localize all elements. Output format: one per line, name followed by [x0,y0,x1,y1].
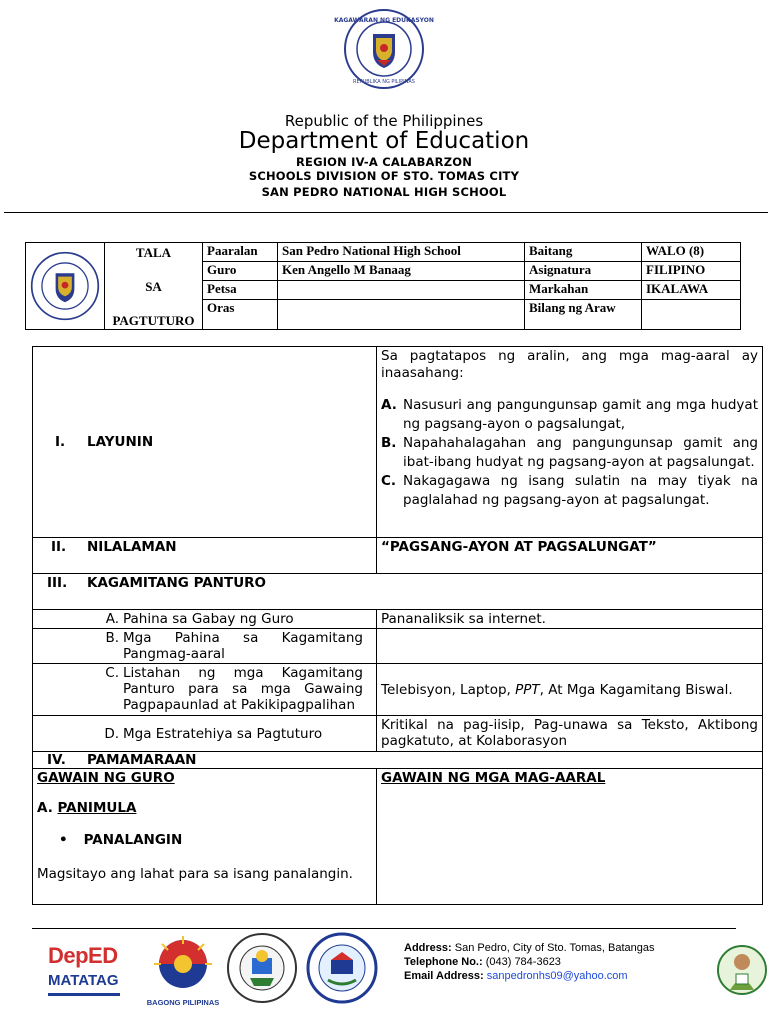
nilalaman-number: II. [51,539,67,555]
objective-letter: C. [381,473,397,489]
panimula-letter: A. [37,800,53,816]
layunin-number: I. [55,434,66,450]
material-letter: C. [105,665,119,681]
nilalaman-value: “PAGSANG-AYON AT PAGSALUNGAT” [377,538,763,574]
panimula-heading: PANIMULA [57,800,137,816]
label-petsa: Petsa [203,280,278,299]
label-guro: Guro [203,261,278,280]
phone-line [404,956,561,968]
material-value-cell [377,664,763,716]
bagong-pilipinas-logo [144,934,222,1008]
label-asignatura: Asignatura [525,261,642,280]
objective-item [381,472,758,510]
svg-text:KAGAWARAN NG EDUKASYON: KAGAWARAN NG EDUKASYON [334,17,434,24]
gawain-guro-cell [33,769,377,905]
deped-seal-small-icon [26,243,104,329]
bagong-pilipinas-icon [144,934,222,994]
deped-matatag-logo [48,944,130,1006]
material-value-italic: PPT [515,681,540,698]
objective-letter: B. [381,435,397,451]
gawain-mag-aaral-heading: GAWAIN NG MGA MAG-AARAL [381,770,606,786]
address-line [404,942,655,954]
material-label-cell [33,610,377,629]
value-asignatura: FILIPINO [642,261,741,280]
label-baitang: Baitang [525,243,642,262]
layunin-content-cell [377,347,763,538]
svg-text:REPUBLIKA NG PILIPINAS: REPUBLIKA NG PILIPINAS [353,79,415,85]
tala-title-cell [105,243,203,330]
kagamitan-heading: KAGAMITANG PANTURO [87,575,267,591]
tomasino-mascot-logo [712,932,768,1008]
objective-text: Nasusuri ang pangungunsap gamit ang mga hudyat ng pagsang-ayon o pagsalungat, [403,397,758,432]
material-text: Mga Estratehiya sa Pagtuturo [123,725,323,742]
division-text: SCHOOLS DIVISION OF STO. TOMAS CITY [248,169,520,183]
deped-logo-text: DepED [48,943,118,968]
material-label-cell [33,664,377,716]
lesson-info-table [25,242,741,330]
title-line-2: SA [145,279,162,294]
value-markahan: IKALAWA [642,280,741,299]
layunin-intro: Sa pagtatapos ng aralin, ang mga mag-aaral ay inaasahang: [381,348,758,381]
email-line [404,970,628,982]
objective-text: Napahahalagahan ang pangungunsap gamit ang ibat-ibang hudyat ng pagsang-ayon at pagsalungat. [403,435,758,470]
material-label-cell [33,716,377,752]
nilalaman-label-cell [33,538,377,574]
material-value: Pananaliksik sa internet. [377,610,763,629]
material-value-pre: Telebisyon, Laptop, [381,681,516,698]
objective-item [381,396,758,434]
material-letter: D. [104,725,119,742]
school-seal-logo [306,932,378,1004]
panalangin-text: Magsitayo ang lahat para sa isang panalangin. [37,866,353,882]
pamamaraan-row [33,752,763,769]
matatag-text: MATATAG [48,972,119,989]
material-letter: B. [105,630,119,646]
label-oras: Oras [203,299,278,329]
material-value-post: , At Mga Kagamitang Biswal. [539,681,733,698]
value-oras [278,299,525,329]
material-value: Kritikal na pag-iisip, Pag-unawa sa Teksto, Aktibong pagkatuto, at Kolaborasyon [377,716,763,752]
address-label: Address: [404,942,452,954]
info-logo-cell [26,243,105,330]
value-bilang-ng-araw [642,299,741,329]
panalangin-heading: PANALANGIN [83,832,183,848]
phone-label: Telephone No.: [404,956,483,968]
nilalaman-heading: NILALAMAN [87,539,177,555]
objective-text: Nakagagawa ng isang sulatin na may tiyak na paglalahad ng pagsang-ayon at pagsalungat. [403,473,758,508]
label-markahan: Markahan [525,280,642,299]
email-link[interactable]: sanpedronhs09@yahoo.com [486,970,628,982]
bullet-icon: • [59,832,68,848]
school-text: SAN PEDRO NATIONAL HIGH SCHOOL [261,185,507,199]
title-line-3: PAGTUTURO [112,313,195,328]
kagamitan-row [33,574,763,610]
material-text: Mga Pahina sa Kagamitang Pangmag-aaral [123,630,363,662]
value-guro: Ken Angello M Banaag [278,261,525,280]
phone-value: (043) 784-3623 [485,956,561,968]
material-value [377,629,763,664]
material-label-cell [33,629,377,664]
lesson-plan-table [32,346,763,905]
bagong-pilipinas-text: BAGONG PILIPINAS [146,998,220,1007]
material-text: Listahan ng mga Kagamitang Panturo para sa mga Gawaing Pagpapaunlad at Pakikipagpalihan [123,665,363,713]
address-value: San Pedro, City of Sto. Tomas, Batangas [454,942,655,954]
layunin-label-cell [33,347,377,538]
label-paaralan: Paaralan [203,243,278,262]
label-bilang-ng-araw: Bilang ng Araw [525,299,642,329]
value-petsa [278,280,525,299]
division-seal-logo [226,932,298,1004]
department-title: Department of Education [238,128,530,154]
material-letter: A. [105,611,119,627]
layunin-heading: LAYUNIN [87,434,154,450]
republic-text: Republic of the Philippines [284,112,484,130]
objectives-list [381,396,758,510]
objective-item [381,434,758,472]
pamamaraan-heading: PAMAMARAAN [87,752,197,768]
deped-seal-logo [334,8,434,90]
pamamaraan-number: IV. [47,752,66,768]
material-text: Pahina sa Gabay ng Guro [123,611,294,627]
value-paaralan: San Pedro National High School [278,243,525,262]
footer-divider [32,928,736,929]
gawain-mag-aaral-cell [377,769,763,905]
title-line-1: TALA [135,245,172,260]
region-text: REGION IV-A CALABARZON [295,155,473,169]
value-baitang: WALO (8) [642,243,741,262]
gawain-guro-heading: GAWAIN NG GURO [37,770,175,786]
objective-letter: A. [381,397,397,413]
email-label: Email Address: [404,970,484,982]
kagamitan-number: III. [47,575,68,591]
header-divider [4,212,768,213]
